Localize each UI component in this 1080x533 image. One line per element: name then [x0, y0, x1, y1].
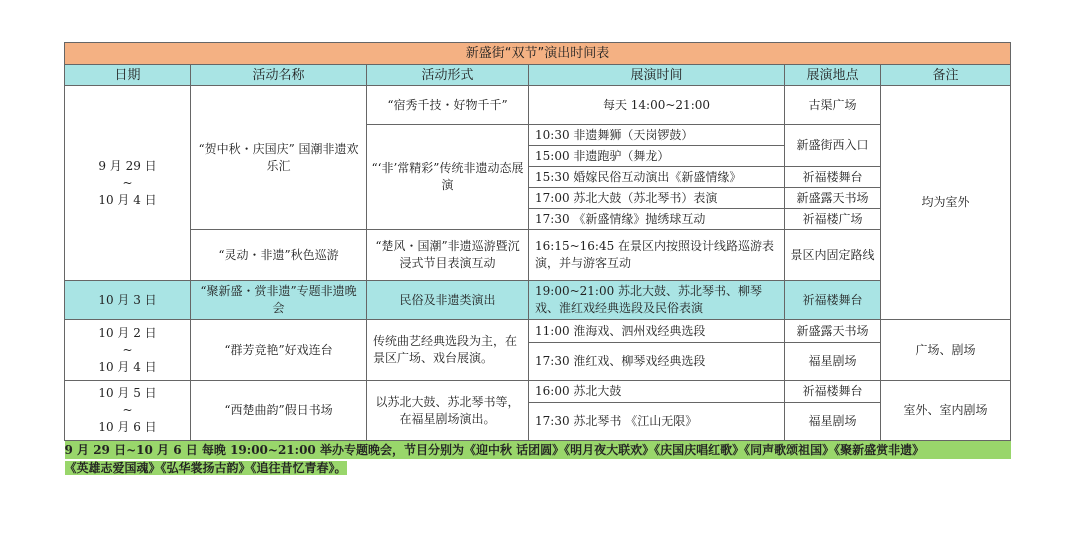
time-cell-g4a: 16:00 苏北大鼓 — [529, 381, 785, 403]
activity-name-g3: “群芳竞艳”好戏连台 — [191, 320, 367, 381]
time-cell-g4b: 17:30 苏北琴书 《江山无限》 — [529, 403, 785, 441]
date-cell-g4 — [65, 381, 191, 441]
header-note: 备注 — [881, 65, 1011, 86]
time-cell-g3a: 11:00 淮海戏、泗州戏经典选段 — [529, 320, 785, 343]
form-cell-g1g: “楚风・国潮”非遗巡游暨沉浸式节目表演互动 — [367, 230, 529, 281]
footer-line-2: 《英雄志爱国魂》《弘华裳扬古韵》《追往昔忆青春》。 — [64, 461, 347, 475]
time-cell-g1c: 15:00 非遗跑驴（舞龙） — [529, 146, 785, 167]
place-cell-g1b: 新盛街西入口 — [785, 125, 881, 167]
place-cell-g3b: 福星剧场 — [785, 343, 881, 381]
date-line1: 10 月 5 日 — [98, 386, 157, 400]
form-cell-g3: 传统曲艺经典选段为主，在景区广场、戏台展演。 — [367, 320, 529, 381]
time-cell-g1d: 15:30 婚嫁民俗互动演出《新盛情缘》 — [529, 167, 785, 188]
time-cell-g1f: 17:30 《新盛情缘》抛绣球互动 — [529, 209, 785, 230]
note-cell-g3: 广场、剧场 — [881, 320, 1011, 381]
time-cell-g1a: 每天 14:00~21:00 — [529, 86, 785, 125]
header-date: 日期 — [65, 65, 191, 86]
time-cell-g1e: 17:00 苏北大鼓（苏北琴书）表演 — [529, 188, 785, 209]
place-cell-g1g: 景区内固定路线 — [785, 230, 881, 281]
time-cell-g2: 19:00~21:00 苏北大鼓、苏北琴书、柳琴戏、淮红戏经典选段及民俗表演 — [529, 281, 785, 320]
date-cell-g1 — [65, 86, 191, 281]
time-cell-g3b: 17:30 淮红戏、柳琴戏经典选段 — [529, 343, 785, 381]
schedule-table — [64, 42, 1011, 477]
header-place: 展演地点 — [785, 65, 881, 86]
form-cell-g1a: “宿秀千技・好物千千” — [367, 86, 529, 125]
header-name: 活动名称 — [191, 65, 367, 86]
note-cell-g4: 室外、室内剧场 — [881, 381, 1011, 441]
place-cell-g1f: 祈福楼广场 — [785, 209, 881, 230]
place-cell-g3a: 新盛露天书场 — [785, 320, 881, 343]
date-tilde: ~ — [122, 403, 133, 417]
activity-name-g1b: “灵动・非遗”秋色巡游 — [191, 230, 367, 281]
date-tilde: ~ — [122, 342, 133, 357]
date-cell-g3 — [65, 320, 191, 381]
date-line2: 10 月 4 日 — [98, 192, 157, 207]
form-cell-g1b: “‘非’常精彩”传统非遗动态展演 — [367, 125, 529, 230]
table-title: 新盛街“双节”演出时间表 — [65, 43, 1011, 65]
date-line2: 10 月 4 日 — [98, 359, 157, 374]
date-line1: 9 月 29 日 — [98, 158, 157, 173]
footer-note — [65, 441, 1011, 478]
footer-line-1: 9 月 29 日~10 月 6 日 每晚 19:00~21:00 举办专题晚会，节目分别为《迎中秋 话团圆》《明月夜大联欢》《庆国庆唱红歌》《同声歌颂祖国》《聚新盛赏非遗》 — [65, 441, 1011, 459]
activity-name-g1: “贺中秋・庆国庆” 国潮非遗欢乐汇 — [191, 86, 367, 230]
place-cell-g1d: 祈福楼舞台 — [785, 167, 881, 188]
header-form: 活动形式 — [367, 65, 529, 86]
form-cell-g2: 民俗及非遗类演出 — [367, 281, 529, 320]
time-cell-g1b: 10:30 非遗舞狮（天岗锣鼓） — [529, 125, 785, 146]
date-line2: 10 月 6 日 — [98, 420, 157, 434]
activity-name-g4: “西楚曲韵”假日书场 — [191, 381, 367, 441]
place-cell-g1e: 新盛露天书场 — [785, 188, 881, 209]
place-cell-g4a: 祈福楼舞台 — [785, 381, 881, 403]
place-cell-g1a: 古渠广场 — [785, 86, 881, 125]
place-cell-g2: 祈福楼舞台 — [785, 281, 881, 320]
header-time: 展演时间 — [529, 65, 785, 86]
date-tilde: ~ — [122, 175, 133, 190]
note-cell-g1: 均为室外 — [881, 86, 1011, 320]
time-cell-g1g: 16:15~16:45 在景区内按照设计线路巡游表演，并与游客互动 — [529, 230, 785, 281]
date-line1: 10 月 2 日 — [98, 325, 157, 340]
form-cell-g4: 以苏北大鼓、苏北琴书等，在福星剧场演出。 — [367, 381, 529, 441]
date-cell-g2: 10 月 3 日 — [65, 281, 191, 320]
place-cell-g4b: 福星剧场 — [785, 403, 881, 441]
activity-name-g2: “聚新盛・赏非遗”专题非遗晚会 — [191, 281, 367, 320]
